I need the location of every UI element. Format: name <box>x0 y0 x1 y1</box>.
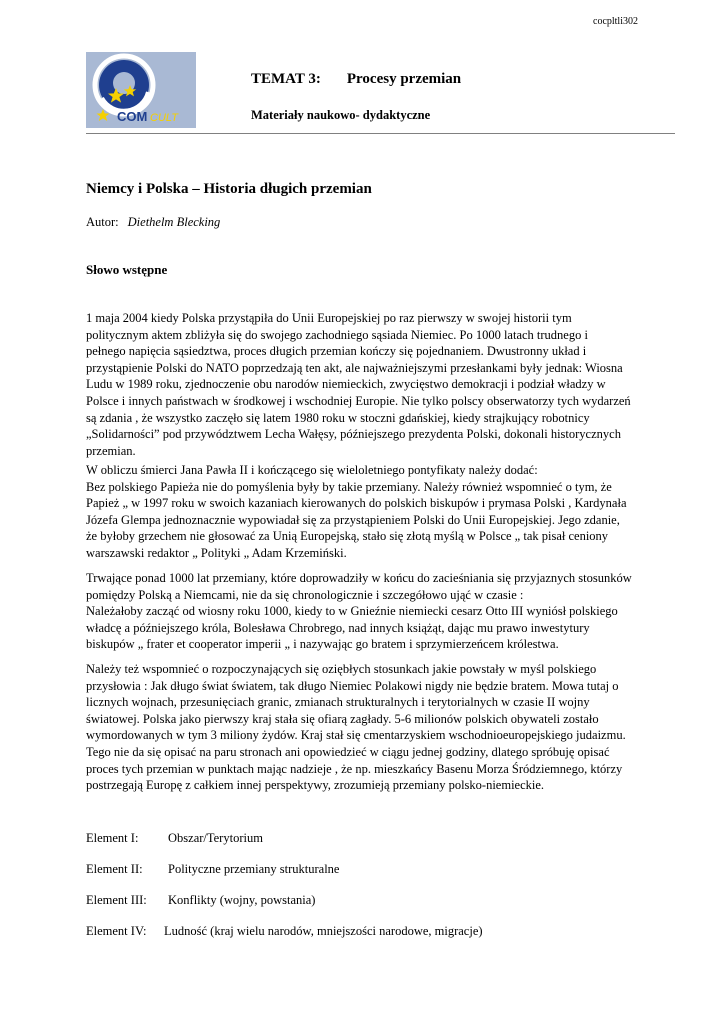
element-label: Element I: <box>86 831 139 845</box>
text-line: politycznym aktem zbliżyła się do swojego zachodniego sąsiada Niemiec. Po 1000 latach trudnego i <box>86 327 588 342</box>
topic-title: Procesy przemian <box>346 71 462 87</box>
text-line: władcę a późniejszego króla, Bolesława Chrobrego, nad innych książąt, dając mu prawo inwestytury <box>86 620 590 635</box>
text-line: Należałoby zacząć od wiosny roku 1000, kiedy to w Gnieźnie niemiecki cesarz Otto III wyniósł polskiego <box>86 604 618 619</box>
text-line: że byłoby grzechem nie głosować za Unią Europejską, stało się złotą myślą w Polsce „ tak pisał ceniony <box>86 529 609 544</box>
element-item <box>86 893 315 908</box>
text-line: przemian. <box>86 443 136 458</box>
text-line: Józefa Glempa jednoznacznie wypowiadał się za przystąpieniem Polski do Unii Europejskiej. Jego zdanie, <box>86 512 620 527</box>
text-line: warszawski redaktor „ Polityki „ Adam Krzemiński. <box>86 545 347 560</box>
author-label: Autor: <box>86 215 119 229</box>
text-line: są zdania , że wszystko zaczęło się latem 1980 roku w stoczni gdańskiej, kiedy strajkujący robotnicy <box>86 410 590 425</box>
text-line: pomiędzy Polską a Niemcami, nie da się chronologicznie i szczegółowo ująć w czasie : <box>86 587 524 602</box>
paragraph <box>86 661 672 794</box>
text-line: Polsce i innych państwach w środkowej i wschodniej Europie. Nie tylko polscy obserwatorzy tych wydarzeń <box>86 393 631 408</box>
text-line: Papież „ w 1997 roku w swoich kazaniach kierowanych do polskich biskupów i prymasa Polski , Kardynała <box>86 496 627 511</box>
text-line: pełnego napięcia sąsiedztwa, proces długich przemian kończy się pojednaniem. Dwustronny układ i <box>86 344 587 359</box>
section-heading: Słowo wstępne <box>86 262 168 277</box>
text-line: Ludu w 1989 roku, zjednoczenie obu narodów niemieckich, zwycięstwo demokracji i podział władzy w <box>86 377 606 392</box>
element-text: Obszar/Terytorium <box>168 831 263 845</box>
text-line: Trwające ponad 1000 lat przemiany, które doprowadziły w końcu do zacieśniania się przyjaznych stosunków <box>86 571 632 585</box>
text-line: Bez polskiego Papieża nie do pomyślenia były by takie przemiany. Należy również wspomnieć o tym, że <box>86 479 612 494</box>
document-code: cocpltli302 <box>593 16 638 27</box>
text-line: przysłowia : Jak długo świat światem, tak długo Niemiec Polakowi nigdy nie będzie bratem. Mowa tutaj o <box>86 678 619 693</box>
text-line: Tego nie da się opisać na paru stronach ani opowiedzieć w ciągu jednej godziny, dlatego spróbuję opisać <box>86 744 610 759</box>
element-text: Ludność (kraj wielu narodów, mniejszości narodowe, migracje) <box>164 924 483 938</box>
text-line: „Solidarności” pod przywództwem Lecha Wałęsy, późniejszego prezydenta Polski, dokonali historycznych <box>86 427 621 442</box>
element-item <box>86 862 339 877</box>
text-line: wymordowanych w tym 3 miliony żydów. Kraj stał się cmentarzyskiem wschodnioeuropejskiego judaizmu. <box>86 728 626 743</box>
topic-label: TEMAT 3: <box>251 71 321 87</box>
element-item <box>86 924 483 939</box>
text-line: biskupów „ frater et cooperator imperii „ i nazywając go bratem i sprzymierzeńcem królestwa. <box>86 637 559 652</box>
comcult-logo <box>86 52 196 128</box>
logo-text-com: COM <box>117 109 148 124</box>
text-line: proces tych przemian w punktach mając nadzieje , że np. mieszkańcy Basenu Morza Śródziemnego, którzy <box>86 761 623 776</box>
text-line: W obliczu śmierci Jana Pawła II i kończącego się wieloletniego pontyfikaty należy dodać: <box>86 463 538 477</box>
logo-text-cult: CULT <box>150 112 178 124</box>
header-divider <box>86 133 675 134</box>
topic-line <box>251 71 461 88</box>
element-label: Element IV: <box>86 924 147 938</box>
element-label: Element III: <box>86 893 147 907</box>
paragraph <box>86 570 672 653</box>
text-line: Należy też wspomnieć o rozpoczynających się oziębłych stosunkach jakie powstały w myśl polskiego <box>86 662 597 676</box>
element-text: Konflikty (wojny, powstania) <box>168 893 316 907</box>
text-line: przystąpienie Polski do NATO poprzedzają ten akt, ale najważniejszymi przesłankami były jednak: Wiosna <box>86 360 623 375</box>
element-item <box>86 831 263 846</box>
author-line <box>86 215 220 230</box>
author-name: Diethelm Blecking <box>127 215 221 229</box>
text-line: światowej. Polska jako pierwszy kraj stała się ofiarą zagłady. 5-6 milionów polskich obywateli zostało <box>86 711 599 726</box>
paragraph <box>86 462 672 562</box>
paragraph <box>86 310 672 459</box>
document-title: Niemcy i Polska – Historia długich przemian <box>86 181 372 197</box>
text-line: licznych wojnach, przesunięciach granic, zmianach strukturalnych i terytorialnych w czasie II wojny <box>86 695 590 710</box>
element-text: Polityczne przemiany strukturalne <box>168 862 340 876</box>
element-label: Element II: <box>86 862 143 876</box>
text-line: 1 maja 2004 kiedy Polska przystąpiła do Unii Europejskiej po raz pierwszy w swojej historii tym <box>86 311 572 325</box>
text-line: postrzegają Europę z całkiem innej perspektywy, zrozumieją przemiany polsko-niemieckie. <box>86 778 545 793</box>
subtitle: Materiały naukowo- dydaktyczne <box>251 108 431 122</box>
